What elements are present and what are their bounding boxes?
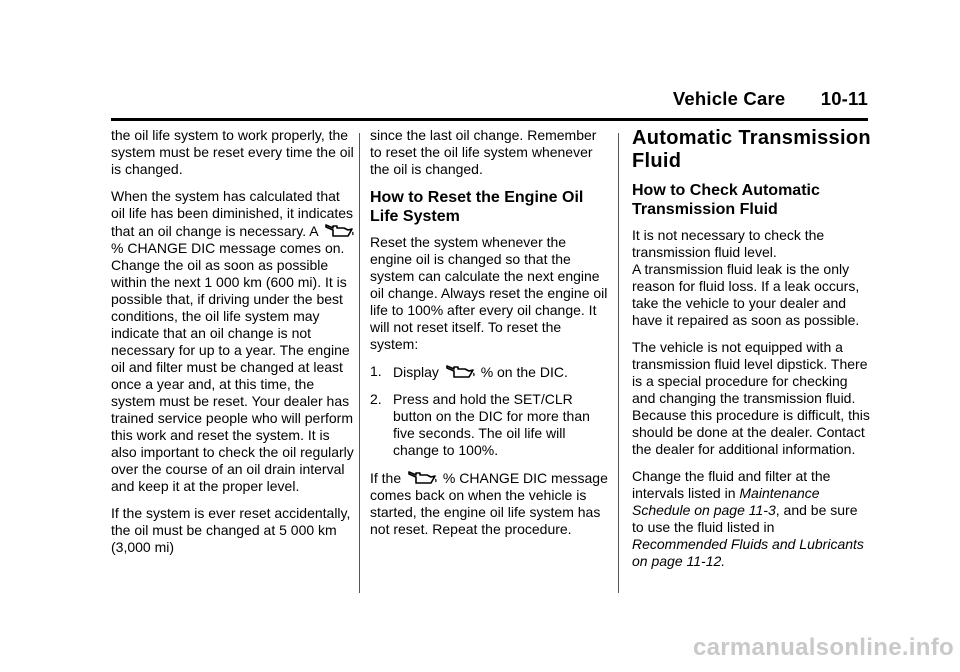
steps-list xyxy=(370,363,610,459)
text-run: Display xyxy=(393,364,439,380)
paragraph: If the system is ever reset accidentally, the oil must be changed at 5 000 km (3,000 mi) xyxy=(111,505,351,555)
cross-reference-link[interactable]: Recommended Fluids and Lubricants on page 11-12 xyxy=(632,536,864,569)
paragraph xyxy=(632,468,872,570)
paragraph: It is not necessary to check the transmission fluid level. xyxy=(632,227,825,260)
text-run: . xyxy=(721,553,726,569)
text-run: When the system has calculated that oil life has been diminished, it indicates that an oil change is necessary. A xyxy=(111,188,354,239)
list-item xyxy=(370,363,610,381)
step-number: 1. xyxy=(370,363,382,379)
cross-reference-link[interactable]: Maintenance Schedule on page 11-3 xyxy=(632,485,820,518)
oil-can-icon xyxy=(445,363,475,381)
column-divider xyxy=(359,133,360,593)
oil-can-icon xyxy=(407,469,437,487)
section-heading: How to Check Automatic Transmission Fluid xyxy=(632,182,820,218)
watermark: carmanualsonline.info xyxy=(692,634,954,661)
text-run: % CHANGE DIC message comes back on when the vehicle is started, the engine oil life system has not reset. Repeat the procedure. xyxy=(370,470,608,537)
text-run: % CHANGE DIC message comes on. Change the oil as soon as possible within the next 1 000 km (600 mi). It is possible that, if driving under the best conditions, the oil life system may indicate that an oil change is not necessary for up to a year. The engine oil and filter must be changed at least once a year and, at this time, the system must be reset. Your dealer has trained service people who will perform this work and reset the system. It is also important to check the oil regularly over the course of an oil drain interval and keep it at the proper level. xyxy=(111,240,354,494)
chapter-heading: Automatic Transmission Fluid xyxy=(632,127,871,172)
paragraph: since the last oil change. Remember to reset the oil life system whenever the oil is changed. xyxy=(370,127,597,177)
paragraph: A transmission fluid leak is the only reason for fluid loss. If a leak occurs, take the vehicle to your dealer and have it repaired as soon as possible. xyxy=(632,261,860,328)
oil-can-icon xyxy=(324,222,354,240)
paragraph xyxy=(370,469,610,538)
text-run: , and be sure to use the fluid listed in xyxy=(632,502,858,535)
text-run: % on the DIC. xyxy=(480,364,568,380)
page-number: 10-11 xyxy=(820,88,868,109)
paragraph: Reset the system whenever the engine oil is changed so that the system can calculate the next engine oil change. Always reset the engine oil life to 100% after every oil change. It will not reset itself. To reset the system: xyxy=(370,234,608,352)
header-rule xyxy=(111,118,868,121)
step-number: 2. xyxy=(370,391,382,407)
list-item xyxy=(370,391,610,459)
text-run: Change the fluid and filter at the intervals listed in xyxy=(632,468,831,501)
column-3 xyxy=(632,127,872,580)
column-1 xyxy=(111,127,356,566)
column-divider xyxy=(618,133,619,593)
text-run: Press and hold the SET/CLR button on the DIC for more than five seconds. The oil life will change to 100%. xyxy=(393,391,590,458)
paragraph: The vehicle is not equipped with a transmission fluid level dipstick. There is a special procedure for checking and changing the transmission fluid. Because this procedure is difficult, this should be done at the dealer. Contact the dealer for additional information. xyxy=(632,339,870,457)
section-title: Vehicle Care xyxy=(672,88,786,109)
paragraph: the oil life system to work properly, the system must be reset every time the oil is changed. xyxy=(111,127,354,177)
column-2 xyxy=(370,127,610,548)
page-header xyxy=(673,88,868,110)
section-heading: How to Reset the Engine Oil Life System xyxy=(370,189,584,225)
paragraph xyxy=(111,188,356,495)
text-run: If the xyxy=(370,470,402,486)
